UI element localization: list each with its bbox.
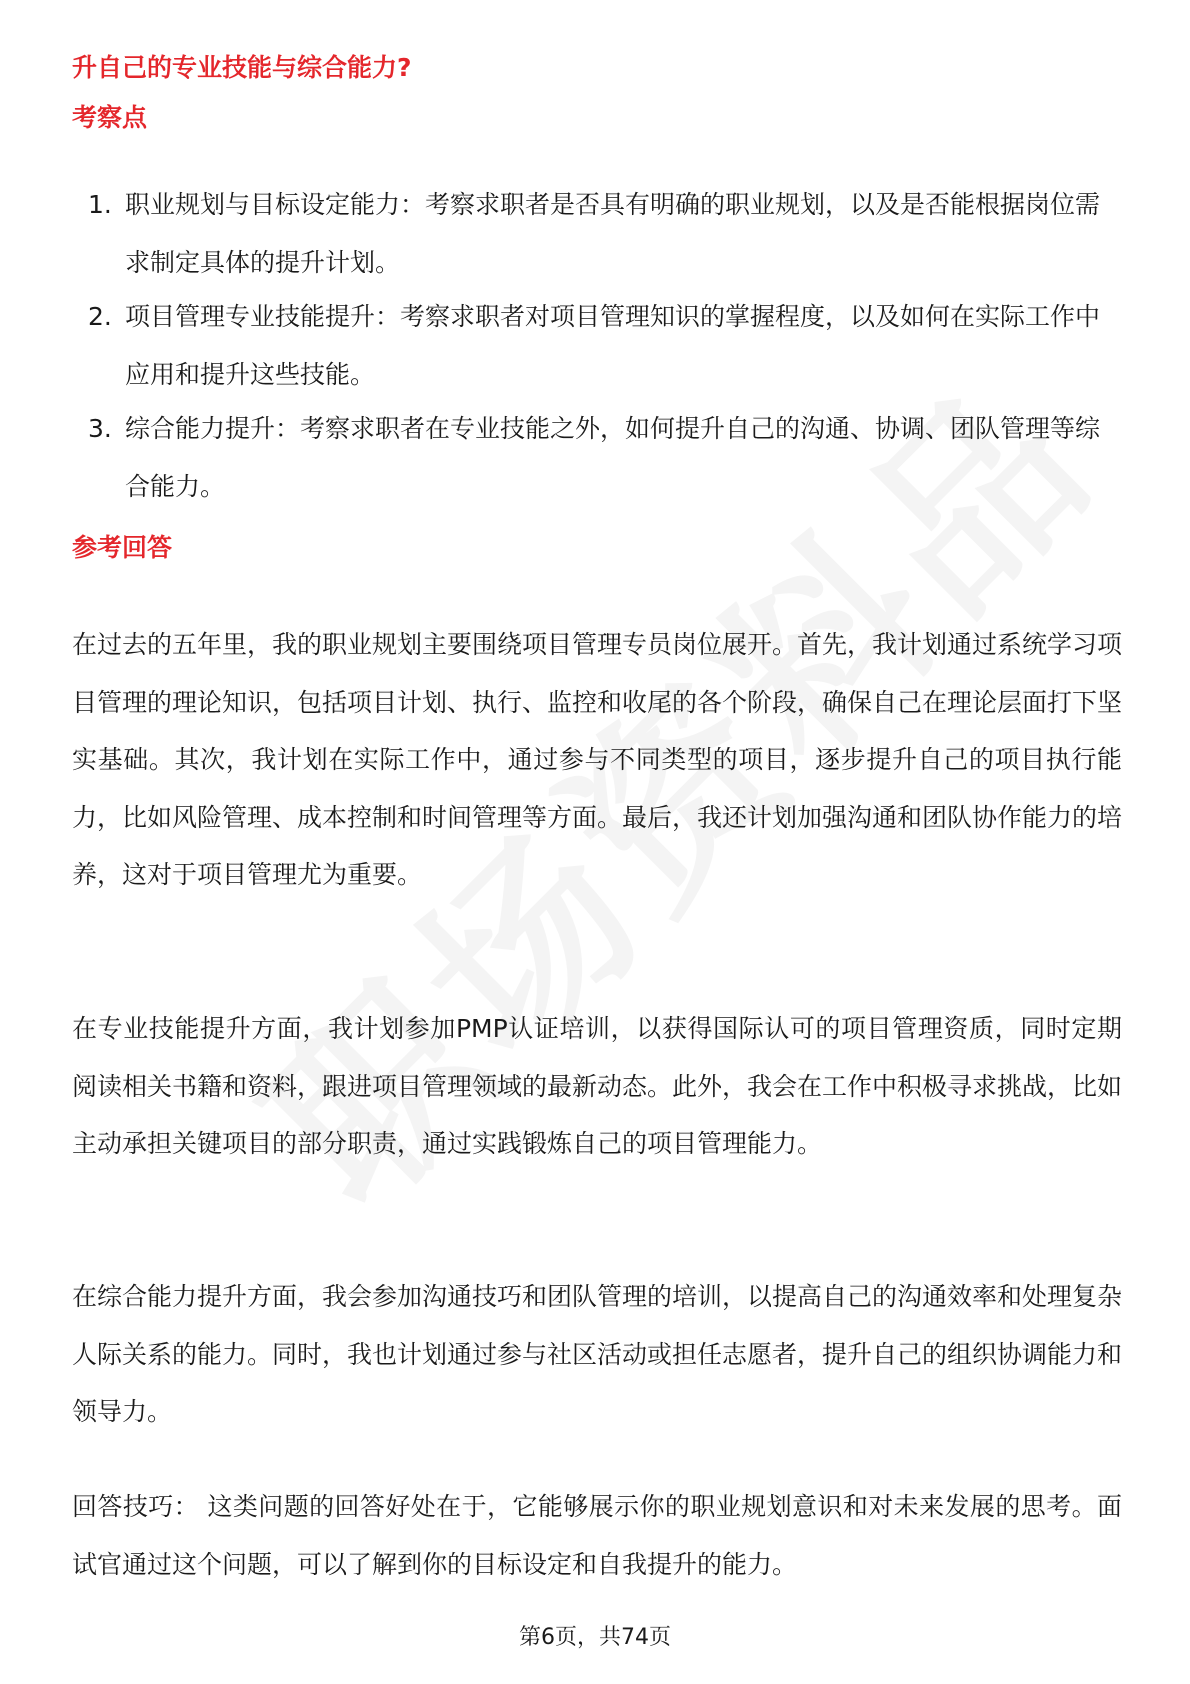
- point-text: 综合能力提升：考察求职者在专业技能之外，如何提升自己的沟通、协调、团队管理等综合能力。: [125, 414, 1101, 501]
- assessment-heading: 考察点: [72, 103, 148, 132]
- question-title: 升自己的专业技能与综合能力?: [72, 53, 412, 82]
- point-number: 3.: [88, 414, 112, 443]
- assessment-point: [72, 400, 1122, 516]
- answer-paragraph: 在专业技能提升方面，我计划参加PMP认证培训，以获得国际认可的项目管理资质，同时定期阅读相关书籍和资料，跟进项目管理领域的最新动态。此外，我会在工作中积极寻求挑战，比如主动承担关键项目的部分职责，通过实践锻炼自己的项目管理能力。: [72, 1014, 1123, 1158]
- point-number: 1.: [88, 190, 112, 219]
- point-number: 2.: [88, 302, 112, 331]
- assessment-point: [72, 176, 1122, 292]
- answer-paragraph: 在过去的五年里，我的职业规划主要围绕项目管理专员岗位展开。首先，我计划通过系统学习项目管理的理论知识，包括项目计划、执行、监控和收尾的各个阶段，确保自己在理论层面打下坚实基础。其次，我计划在实际工作中，通过参与不同类型的项目，逐步提升自己的项目执行能力，比如风险管理、成本控制和时间管理等方面。最后，我还计划加强沟通和团队协作能力的培养，这对于项目管理尤为重要。: [72, 630, 1123, 889]
- answer-paragraph: 在综合能力提升方面，我会参加沟通技巧和团队管理的培训，以提高自己的沟通效率和处理复杂人际关系的能力。同时，我也计划通过参与社区活动或担任志愿者，提升自己的组织协调能力和领导力。: [72, 1282, 1123, 1426]
- page-footer: 第6页，共74页: [519, 1625, 671, 1650]
- assessment-points-list: [72, 176, 1122, 516]
- assessment-point: [72, 288, 1122, 404]
- point-text: 项目管理专业技能提升：考察求职者对项目管理知识的掌握程度，以及如何在实际工作中应用和提升这些技能。: [125, 302, 1101, 389]
- answer-heading: 参考回答: [72, 533, 173, 562]
- point-text: 职业规划与目标设定能力：考察求职者是否具有明确的职业规划，以及是否能根据岗位需求制定具体的提升计划。: [125, 190, 1101, 277]
- answer-tip-paragraph: 回答技巧： 这类问题的回答好处在于，它能够展示你的职业规划意识和对未来发展的思考。面试官通过这个问题，可以了解到你的目标设定和自我提升的能力。: [72, 1492, 1122, 1579]
